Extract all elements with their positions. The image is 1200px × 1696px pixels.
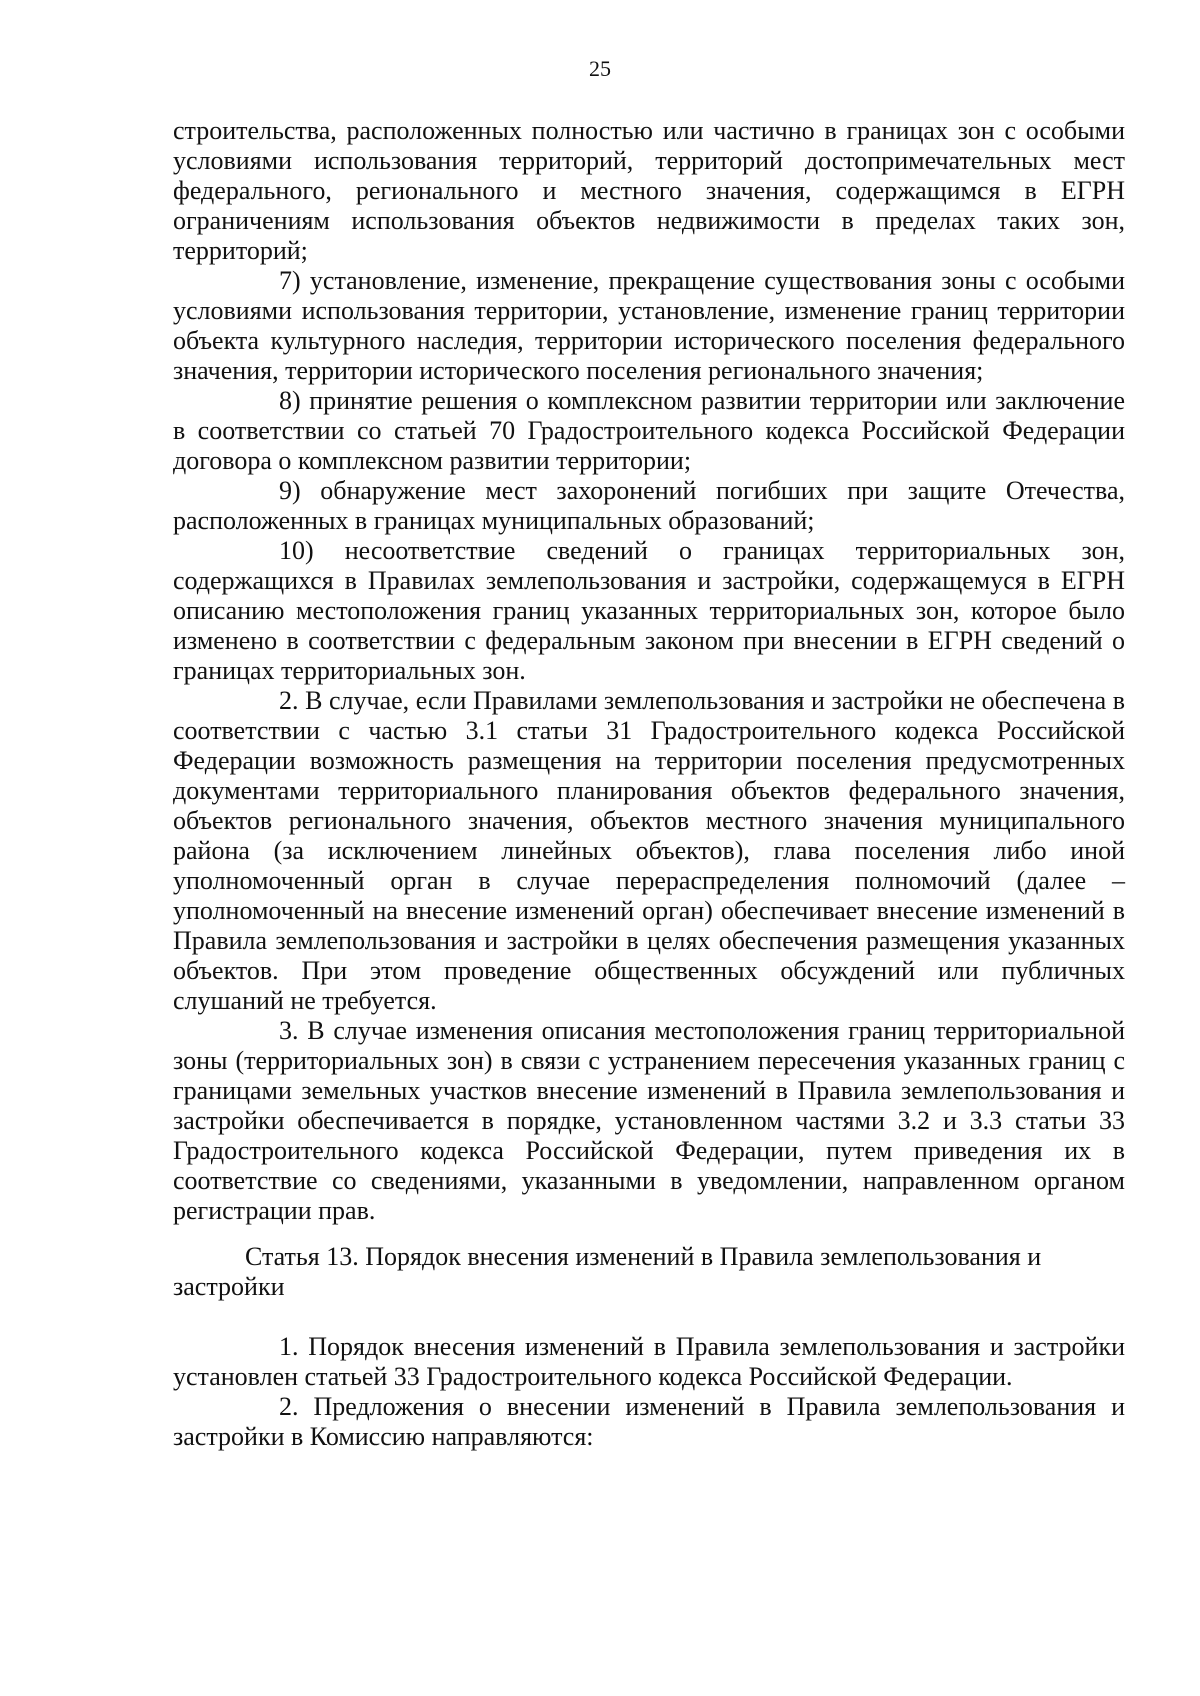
- document-body: [173, 116, 1125, 1452]
- paragraph-continuation: строительства, расположенных полностью или частично в границах зон с особыми условиями использования территорий, территорий достопримечательных мест федерального, регионального и местного значения, содержащимся в ЕГРН ограничениям использования объектов недвижимости в пределах таких зон, территорий;: [173, 116, 1125, 265]
- list-item-7: 7) установление, изменение, прекращение существования зоны с особыми условиями использования территории, установление, изменение границ территории объекта культурного наследия, территории исторического поселения федерального значения, территории исторического поселения регионального значения;: [173, 266, 1125, 385]
- page-number: 25: [589, 56, 611, 81]
- clause-2: 2. В случае, если Правилами землепользования и застройки не обеспечена в соответствии с частью 3.1 статьи 31 Градостроительного кодекса Российской Федерации возможность размещения на территории поселения предусмотренных документами территориального планирования объектов федерального значения, объектов регионального значения, объектов местного значения муниципального района (за исключением линейных объектов), глава поселения либо иной уполномоченный орган в случае перераспределения полномочий (далее – уполномоченный на внесение изменений орган) обеспечивает внесение изменений в Правила землепользования и застройки в целях обеспечения размещения указанных объектов. При этом проведение общественных обсуждений или публичных слушаний не требуется.: [173, 686, 1125, 1015]
- list-item-10: 10) несоответствие сведений о границах территориальных зон, содержащихся в Правилах землепользования и застройки, содержащемуся в ЕГРН описанию местоположения границ указанных территориальных зон, которое было изменено в соответствии с федеральным законом при внесении в ЕГРН сведений о границах территориальных зон.: [173, 536, 1125, 685]
- clause-3: 3. В случае изменения описания местоположения границ территориальной зоны (территориальных зон) в связи с устранением пересечения указанных границ с границами земельных участков внесение изменений в Правила землепользования и застройки обеспечивается в порядке, установленном частями 3.2 и 3.3 статьи 33 Градостроительного кодекса Российской Федерации, путем приведения их в соответствие со сведениями, указанными в уведомлении, направленном органом регистрации прав.: [173, 1016, 1125, 1225]
- article-clause-1: 1. Порядок внесения изменений в Правила землепользования и застройки установлен статьей 33 Градостроительного кодекса Российской Федерации.: [173, 1332, 1125, 1391]
- list-item-9: 9) обнаружение мест захоронений погибших при защите Отечества, расположенных в границах муниципальных образований;: [173, 476, 1125, 535]
- article-heading: Статья 13. Порядок внесения изменений в Правила землепользования и застройки: [173, 1242, 1042, 1301]
- article-clause-2: 2. Предложения о внесении изменений в Правила землепользования и застройки в Комиссию направляются:: [173, 1392, 1125, 1451]
- list-item-8: 8) принятие решения о комплексном развитии территории или заключение в соответствии со статьей 70 Градостроительного кодекса Российской Федерации договора о комплексном развитии территории;: [173, 386, 1125, 475]
